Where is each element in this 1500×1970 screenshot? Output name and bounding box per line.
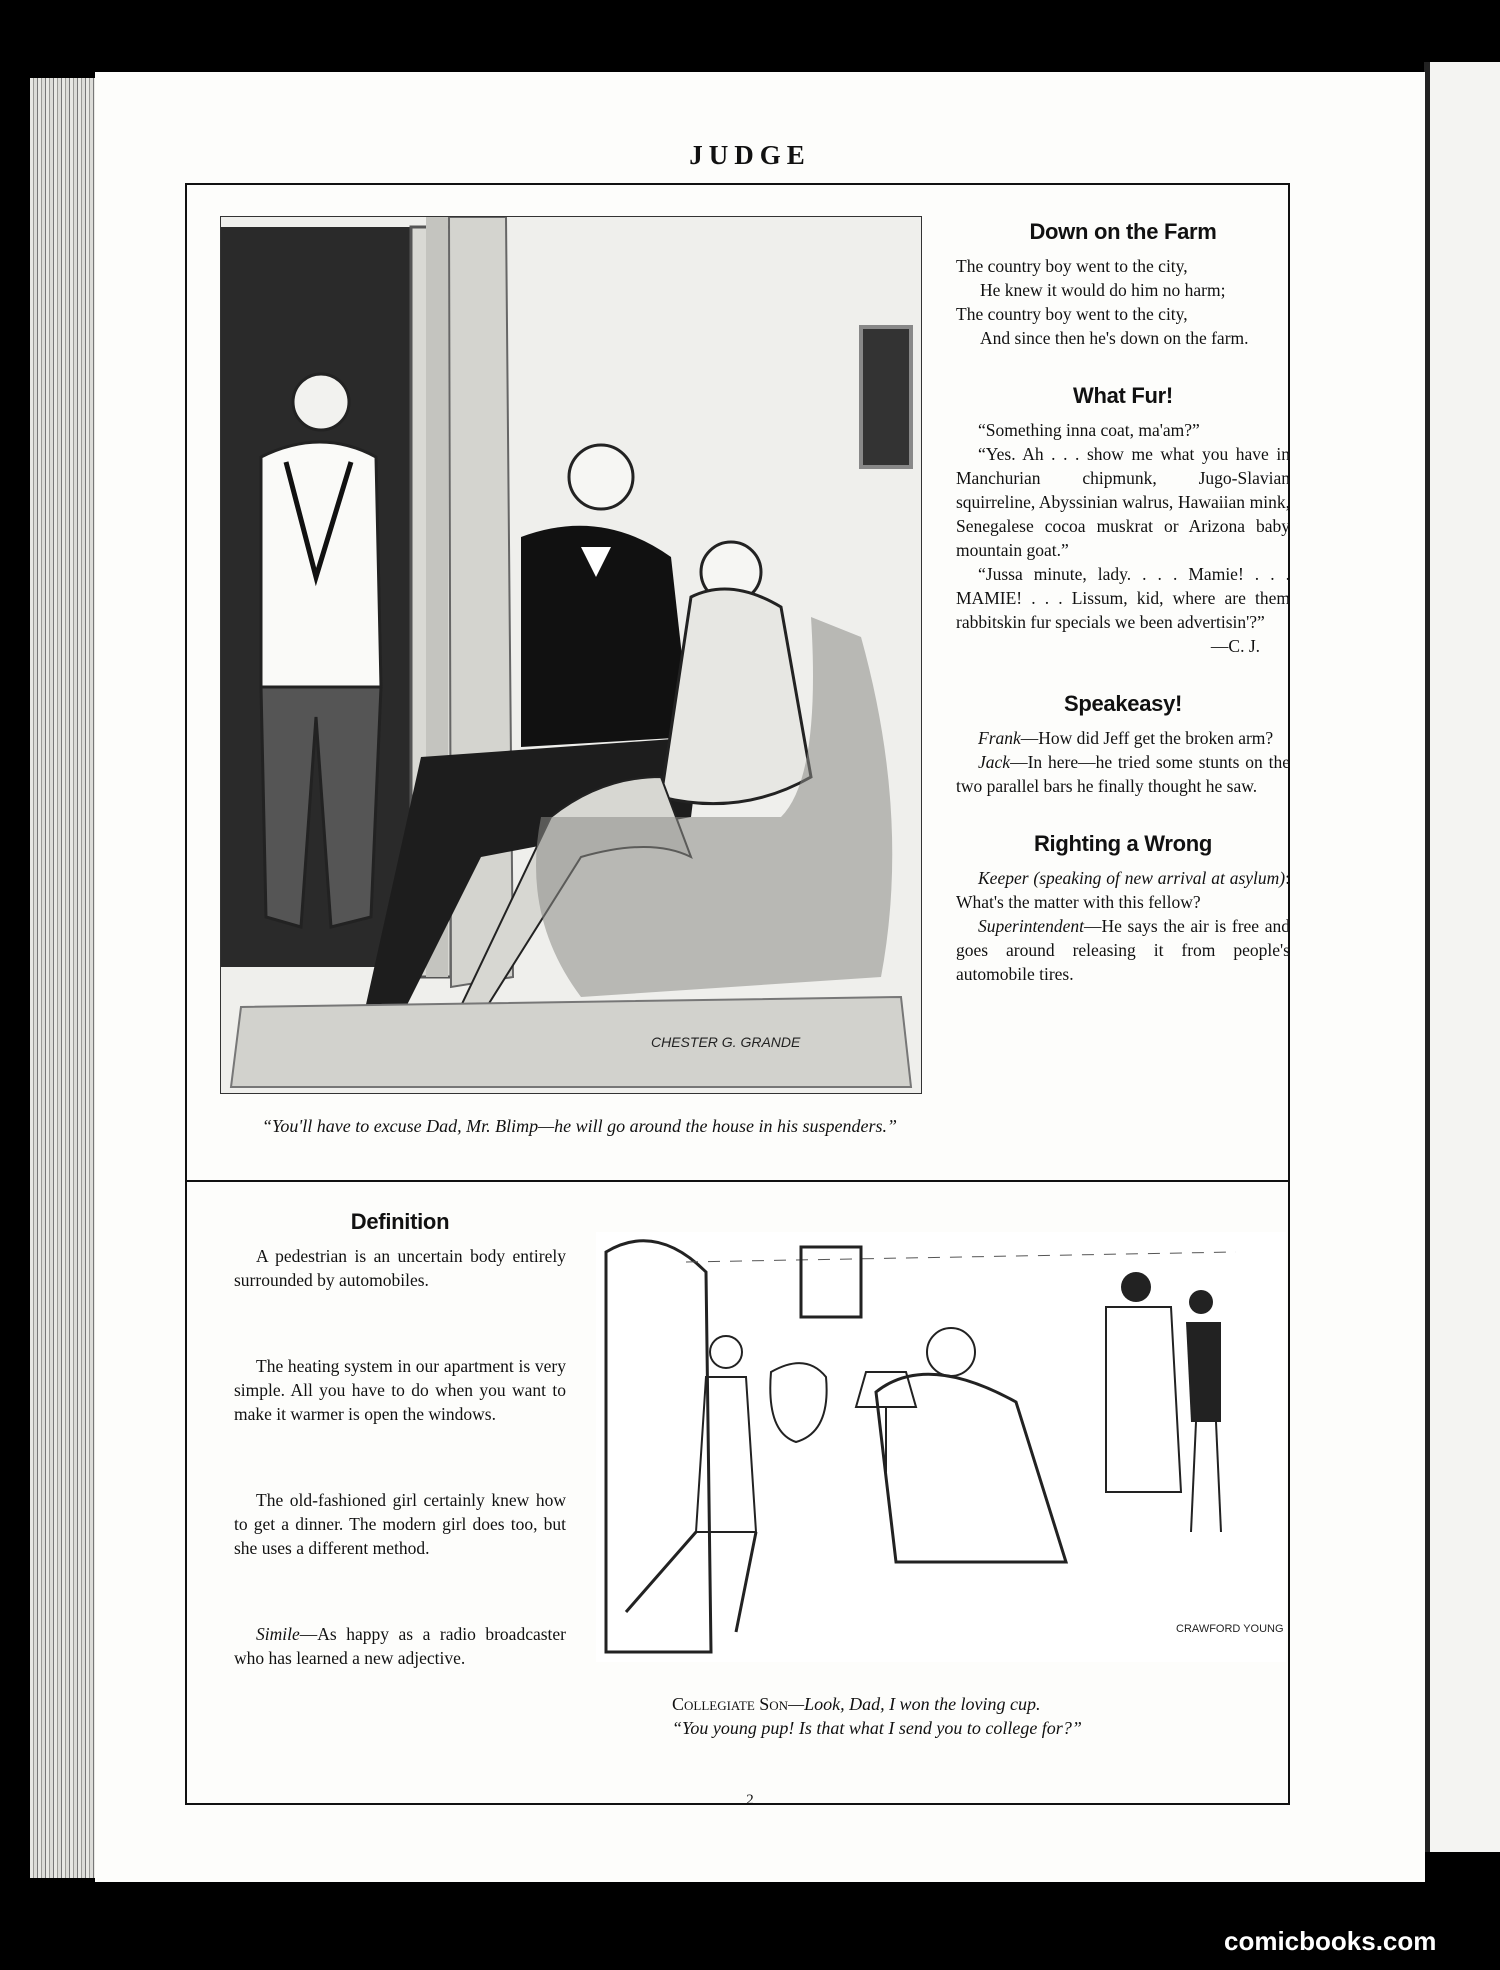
caption-line-2: “You young pup! Is that what I send you to college for?” [672,1718,1082,1738]
bottom-cartoon-illustration [596,1232,1286,1662]
wrong-text-2: —He says the air is free and goes around releasing it from people's automobile tires. [956,916,1290,984]
speakeasy-text-1: —How did Jeff get the broken arm? [1020,728,1274,748]
article-title-speakeasy: Speakeasy! [1063,691,1183,716]
top-cartoon-drawing [221,217,921,1093]
article-title-fur: What Fur! [1073,383,1173,408]
speaker-superintendent: Superintendent [978,916,1084,936]
page-edge-stack [30,78,100,1878]
simile-paragraph [234,1622,566,1670]
article-title-definition: Definition [350,1209,450,1234]
fur-paragraph-2: “Yes. Ah . . . show me what you have in Manchurian chipmunk, Jugo-Slavian squirreline, Abyssinian walrus, Hawaiian mink, Senegalese cocoa muskrat or Arizona baby mountain goat.” [956,444,1290,560]
top-cartoon-signature: CHESTER G. GRANDE [651,1034,801,1050]
farm-line-3: The country boy went to the city, [956,304,1188,324]
caption-line-1: —Look, Dad, I won the loving cup. [788,1694,1041,1714]
top-cartoon-caption: “You'll have to excuse Dad, Mr. Blimp—he will go around the house in his suspenders.” [262,1116,898,1136]
speaker-jack: Jack [978,752,1011,772]
caption-speaker: Collegiate Son [672,1694,789,1714]
fur-signature: —C. J. [1210,636,1260,656]
speaker-frank: Frank [978,728,1021,748]
speakeasy-line-2 [956,750,1290,798]
fur-paragraph-3: “Jussa minute, lady. . . . Mamie! . . . MAMIE! . . . Lissum, kid, where are them rabbitskin fur specials we been advertisin'?” [956,564,1290,632]
article-title-wrong: Righting a Wrong [1033,831,1213,856]
facing-page-edge [1424,62,1500,1852]
farm-line-4: And since then he's down on the farm. [980,328,1249,348]
fur-paragraph-1: “Something inna coat, ma'am?” [978,420,1200,440]
site-watermark: comicbooks.com [1224,1926,1437,1956]
speakeasy-text-2: —In here—he tried some stunts on the two parallel bars he finally thought he saw. [956,752,1290,796]
definition-paragraph-1: A pedestrian is an uncertain body entirely surrounded by automobiles. [234,1246,566,1290]
top-cartoon-illustration [220,216,922,1094]
farm-line-2: He knew it would do him no harm; [980,280,1226,300]
simile-label: Simile [256,1624,300,1644]
masthead: JUDGE [689,140,811,170]
definition-paragraph-2: The heating system in our apartment is very simple. All you have to do when you want to make it warmer is open the windows. [234,1356,566,1424]
right-column [956,220,1290,986]
section-divider [187,1180,1288,1182]
definition-paragraph-3: The old-fashioned girl certainly knew how to get a dinner. The modern girl does too, but she uses a different method. [234,1490,566,1558]
article-title-farm: Down on the Farm [1029,219,1217,244]
bottom-cartoon-caption [672,1692,1292,1740]
bottom-cartoon-drawing [596,1232,1286,1662]
page-number: 2 [746,1792,754,1808]
speaker-keeper: Keeper (speaking of new arrival at asylum) [978,868,1286,888]
wrong-text-1: : What's the matter with this fellow? [956,868,1290,912]
wrong-line-2 [956,914,1290,986]
simile-text: —As happy as a radio broadcaster who has learned a new adjective. [234,1624,566,1668]
farm-line-1: The country boy went to the city, [956,256,1188,276]
wrong-line-1 [956,866,1290,914]
bottom-cartoon-signature: CRAWFORD YOUNG [1176,1623,1284,1635]
speakeasy-line-1 [956,726,1290,750]
left-column [234,1210,566,1670]
